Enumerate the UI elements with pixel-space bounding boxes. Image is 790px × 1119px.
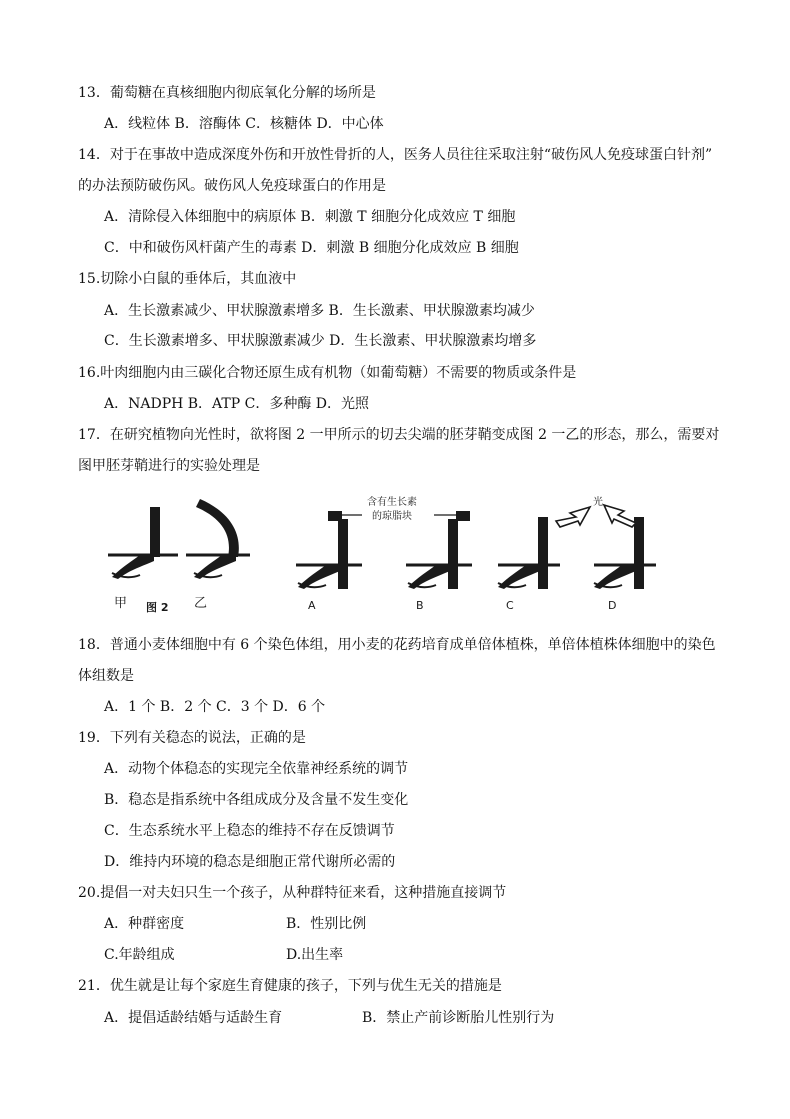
question-15-options-line2: C．生长激素增多、甲状腺激素减少 D．生长激素、甲状腺激素均增多 <box>104 333 537 349</box>
question-21-stem: 21．优生就是让每个家庭生育健康的孩子，下列与优生无关的措施是 <box>78 978 502 994</box>
label-auxin-line1: 含有生长素 <box>367 497 417 508</box>
question-19-option-c: C．生态系统水平上稳态的维持不存在反馈调节 <box>104 823 395 839</box>
label-figure-2: 图 2 <box>146 601 169 614</box>
question-19-option-a: A．动物个体稳态的实现完全依靠神经系统的调节 <box>104 761 409 777</box>
question-21-option-a: A．提倡适龄结婚与适龄生育 <box>104 1010 283 1026</box>
label-light: 光 <box>593 497 603 508</box>
label-jia: 甲 <box>114 596 128 611</box>
coleoptile-yi <box>186 499 250 579</box>
question-20-option-a: A．种群密度 <box>104 916 185 932</box>
question-16-stem: 16.叶肉细胞内由三碳化合物还原生成有机物（如葡萄糖）不需要的物质或条件是 <box>78 365 577 381</box>
coleoptile-a <box>296 511 362 589</box>
question-14-stem-line2: 的办法预防破伤风。破伤风人免疫球蛋白的作用是 <box>78 178 386 194</box>
label-a: A <box>308 599 316 612</box>
question-19-stem: 19．下列有关稳态的说法，正确的是 <box>78 730 306 746</box>
question-14-stem-line1: 14．对于在事故中造成深度外伤和开放性骨折的人，医务人员往往采取注射“破伤风人免疫球蛋白针剂” <box>78 147 713 163</box>
question-18-stem-line1: 18．普通小麦体细胞中有 6 个染色体组，用小麦的花药培育成单倍体植株，单倍体植株体细胞中的染色 <box>78 637 716 653</box>
question-20-stem: 20.提倡一对夫妇只生一个孩子，从种群特征来看，这种措施直接调节 <box>78 885 507 901</box>
coleoptile-b <box>406 511 472 589</box>
question-20-option-d: D.出生率 <box>286 947 344 963</box>
question-19-option-b: B．稳态是指系统中各组成成分及含量不发生变化 <box>104 792 409 808</box>
coleoptile-c <box>498 517 560 589</box>
question-14-options-line2: C．中和破伤风杆菌产生的毒素 D．刺激 B 细胞分化成效应 B 细胞 <box>104 240 519 256</box>
coleoptile-d <box>594 517 656 589</box>
question-17-stem-line1: 17．在研究植物向光性时，欲将图 2 一甲所示的切去尖端的胚芽鞘变成图 2 一乙的形态，那么，需要对 <box>78 427 720 443</box>
label-yi: 乙 <box>194 596 208 611</box>
question-13-stem: 13．葡萄糖在真核细胞内彻底氧化分解的场所是 <box>78 85 376 101</box>
question-15-options-line1: A．生长激素减少、甲状腺激素增多 B．生长激素、甲状腺激素均减少 <box>104 303 535 319</box>
light-arrow-right-icon <box>604 505 636 527</box>
question-14-options-line1: A．清除侵入体细胞中的病原体 B．刺激 T 细胞分化成效应 T 细胞 <box>104 209 516 225</box>
question-13-options: A．线粒体 B．溶酶体 C．核糖体 D．中心体 <box>104 116 384 132</box>
question-18-stem-line2: 体组数是 <box>78 668 134 684</box>
figure-2-coleoptile-diagram <box>100 495 680 620</box>
question-16-options: A．NADPH B．ATP C．多种酶 D．光照 <box>104 396 370 412</box>
light-arrow-left-icon <box>556 507 590 527</box>
question-20-option-b: B．性别比例 <box>286 916 367 932</box>
coleoptile-jia <box>108 507 178 579</box>
question-21-option-b: B．禁止产前诊断胎儿性别行为 <box>362 1010 555 1026</box>
question-18-options: A．1 个 B．2 个 C．3 个 D．6 个 <box>104 699 326 715</box>
question-19-option-d: D．维持内环境的稳态是细胞正常代谢所必需的 <box>104 854 396 870</box>
label-auxin-line2: 的琼脂块 <box>372 511 412 522</box>
label-c: C <box>506 599 514 612</box>
label-b: B <box>416 599 424 612</box>
question-17-stem-line2: 图甲胚芽鞘进行的实验处理是 <box>78 458 260 474</box>
question-20-option-c: C.年龄组成 <box>104 947 175 963</box>
question-15-stem: 15.切除小白鼠的垂体后，其血液中 <box>78 271 297 287</box>
label-d: D <box>608 599 617 612</box>
